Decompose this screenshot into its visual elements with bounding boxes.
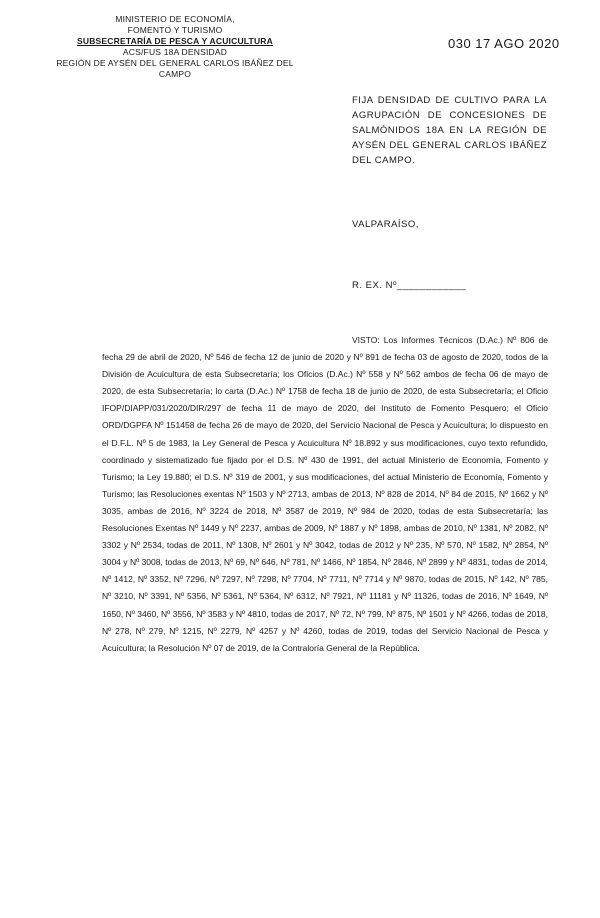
region-line: REGIÓN DE AYSÉN DEL GENERAL CARLOS IBÁÑEZ DEL CAMPO <box>56 58 294 79</box>
ministry-line: MINISTERIO DE ECONOMÍA, <box>115 14 235 24</box>
reference-code: ACS/FUS 18A DENSIDAD <box>122 47 228 57</box>
document-number-date: 030 17 AGO 2020 <box>448 36 560 51</box>
letterhead <box>50 14 300 80</box>
resolution-number-line: R. EX. Nº____________ <box>352 280 467 291</box>
visto-paragraph: VISTO: Los Informes Técnicos (D.Ac.) Nº 806 de fecha 29 de abril de 2020, Nº 546 de fecha 12 de junio de 2020 y Nº 891 de fecha 03 de agosto de 2020, todos de la División de Acuicultura de esta Subsecretaría; los Oficios (D.Ac.) Nº 558 y Nº 562 ambos de fecha 06 de mayo de 2020, de esta Subsecretaría; lo carta (D.Ac.) Nº 1758 de fecha 18 de junio de 2020, de esta Subsecretaría; el Oficio IFOP/DIAPP/031/2020/DIR/297 de fecha 11 de mayo de 2020, del Instituto de Fomento Pesquero; el Oficio ORD/DGPFA Nº 151458 de fecha 26 de mayo de 2020, del Servicio Nacional de Pesca y Acuicultura; lo dispuesto en el D.F.L. Nº 5 de 1983, la Ley General de Pesca y Acuicultura Nº 18.892 y sus modificaciones, cuyo texto refundido, coordinado y sistematizado fue fijado por el D.S. Nº 430 de 1991, del actual Ministerio de Economía, Fomento y Turismo; la Ley 19.880; el D.S. Nº 319 de 2001, y sus modificaciones, del actual Ministerio de Economía, Fomento y Turismo; las Resoluciones exentas Nº 1503 y Nº 2713, ambas de 2013, Nº 828 de 2014, Nº 84 de 2015, Nº 1662 y Nº 3035, ambas de 2016, Nº 3224 de 2018, Nº 3587 de 2019, Nº 984 de 2020, todas de esta Subsecretaría; las Resoluciones Exentas Nº 1449 y Nº 2237, ambas de 2009, Nº 1887 y Nº 1898, ambas de 2010, Nº 1381, Nº 2082, Nº 3302 y Nº 2534, todas de 2011, Nº 1308, Nº 2601 y Nº 3042, todas de 2012 y Nº 235, Nº 570, Nº 1582, Nº 2854, Nº 3004 y Nº 3008, todas de 2013, Nº 69, Nº 646, Nº 781, Nº 1466, Nº 1854, Nº 2846, Nº 2899 y Nº 4831, todas de 2014, Nº 1412, Nº 3352, Nº 7296, Nº 7297, Nº 7298, Nº 7704, Nº 7711, Nº 7714 y Nº 9870, todas de 2015, Nº 142, Nº 785, Nº 3210, Nº 3391, Nº 5356, Nº 5361, Nº 5364, Nº 6312, Nº 7921, Nº 11181 y Nº 11326, todas de 2016, Nº 1649, Nº 1650, Nº 3460, Nº 3556, Nº 3583 y Nº 4810, todas de 2017, Nº 72, Nº 799, Nº 875, Nº 1501 y Nº 4266, todas de 2018, Nº 278, Nº 279, Nº 1215, Nº 2279, Nº 4257 y Nº 4260, todas de 2019, todas del Servicio Nacional de Pesca y Acuicultura; la Resolución Nº 07 de 2019, de la Contraloría General de la República. <box>102 335 548 653</box>
subsecretaria-line: SUBSECRETARÍA DE PESCA Y ACUICULTURA <box>77 36 273 46</box>
resolution-subject: FIJA DENSIDAD DE CULTIVO PARA LA AGRUPACIÓN DE CONCESIONES DE SALMÓNIDOS 18A EN LA REGIÓN DE AYSÉN DEL GENERAL CARLOS IBÁÑEZ DEL CAMPO. <box>352 95 547 166</box>
ministry-line-2: FOMENTO Y TURISMO <box>127 25 223 35</box>
place-line: VALPARAÍSO, <box>352 219 419 230</box>
